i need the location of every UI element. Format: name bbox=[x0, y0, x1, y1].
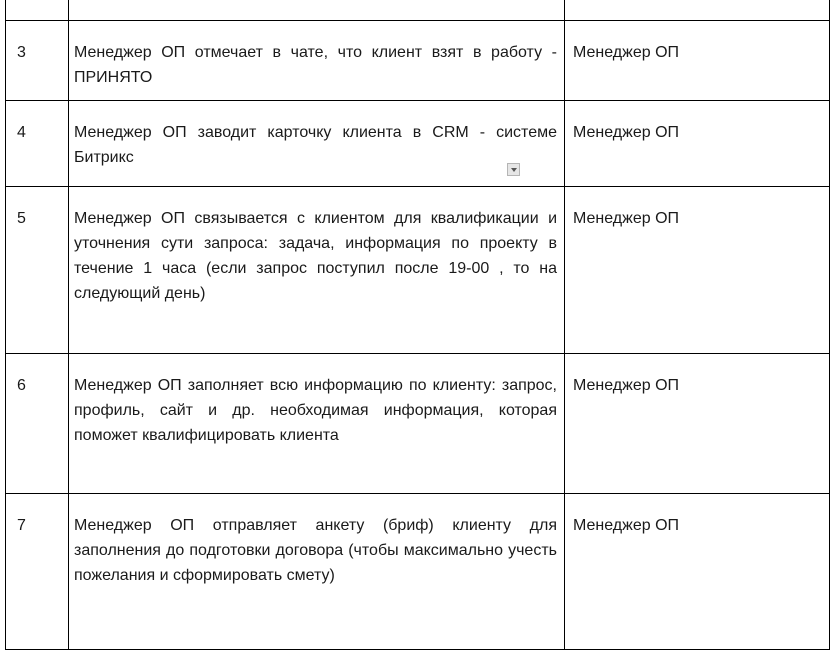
step-number: 7 bbox=[6, 494, 69, 650]
step-description: Менеджер ОП отправляет анкету (бриф) клиенту для заполнения до подготовки договора (чтобы максимально учесть пожелания и сформировать смету) bbox=[69, 494, 565, 650]
table-cell-empty bbox=[6, 0, 69, 21]
step-number: 4 bbox=[6, 101, 69, 187]
table-row bbox=[6, 101, 830, 187]
step-description: Менеджер ОП отмечает в чате, что клиент взят в работу - ПРИНЯТО bbox=[69, 21, 565, 101]
process-table bbox=[5, 0, 830, 650]
cell-dropdown-icon[interactable] bbox=[507, 163, 520, 176]
step-number: 6 bbox=[6, 354, 69, 494]
table-row-previous-partial bbox=[6, 0, 830, 21]
table-cell-empty bbox=[565, 0, 830, 21]
table-row bbox=[6, 21, 830, 101]
table-row bbox=[6, 187, 830, 354]
table-row bbox=[6, 494, 830, 650]
step-number: 5 bbox=[6, 187, 69, 354]
step-description: Менеджер ОП связывается с клиентом для квалификации и уточнения сути запроса: задача, информация по проекту в течение 1 часа (если запрос поступил после 19-00 , то на следующий день) bbox=[69, 187, 565, 354]
step-responsible: Менеджер ОП bbox=[565, 354, 830, 494]
table-cell-empty bbox=[69, 0, 565, 21]
step-responsible: Менеджер ОП bbox=[565, 21, 830, 101]
table-row bbox=[6, 354, 830, 494]
step-description: Менеджер ОП заводит карточку клиента в CRM - системе Битрикс bbox=[69, 101, 565, 187]
step-responsible: Менеджер ОП bbox=[565, 187, 830, 354]
step-number: 3 bbox=[6, 21, 69, 101]
step-description: Менеджер ОП заполняет всю информацию по клиенту: запрос, профиль, сайт и др. необходимая информация, которая поможет квалифицировать клиента bbox=[69, 354, 565, 494]
step-responsible: Менеджер ОП bbox=[565, 101, 830, 187]
step-responsible: Менеджер ОП bbox=[565, 494, 830, 650]
